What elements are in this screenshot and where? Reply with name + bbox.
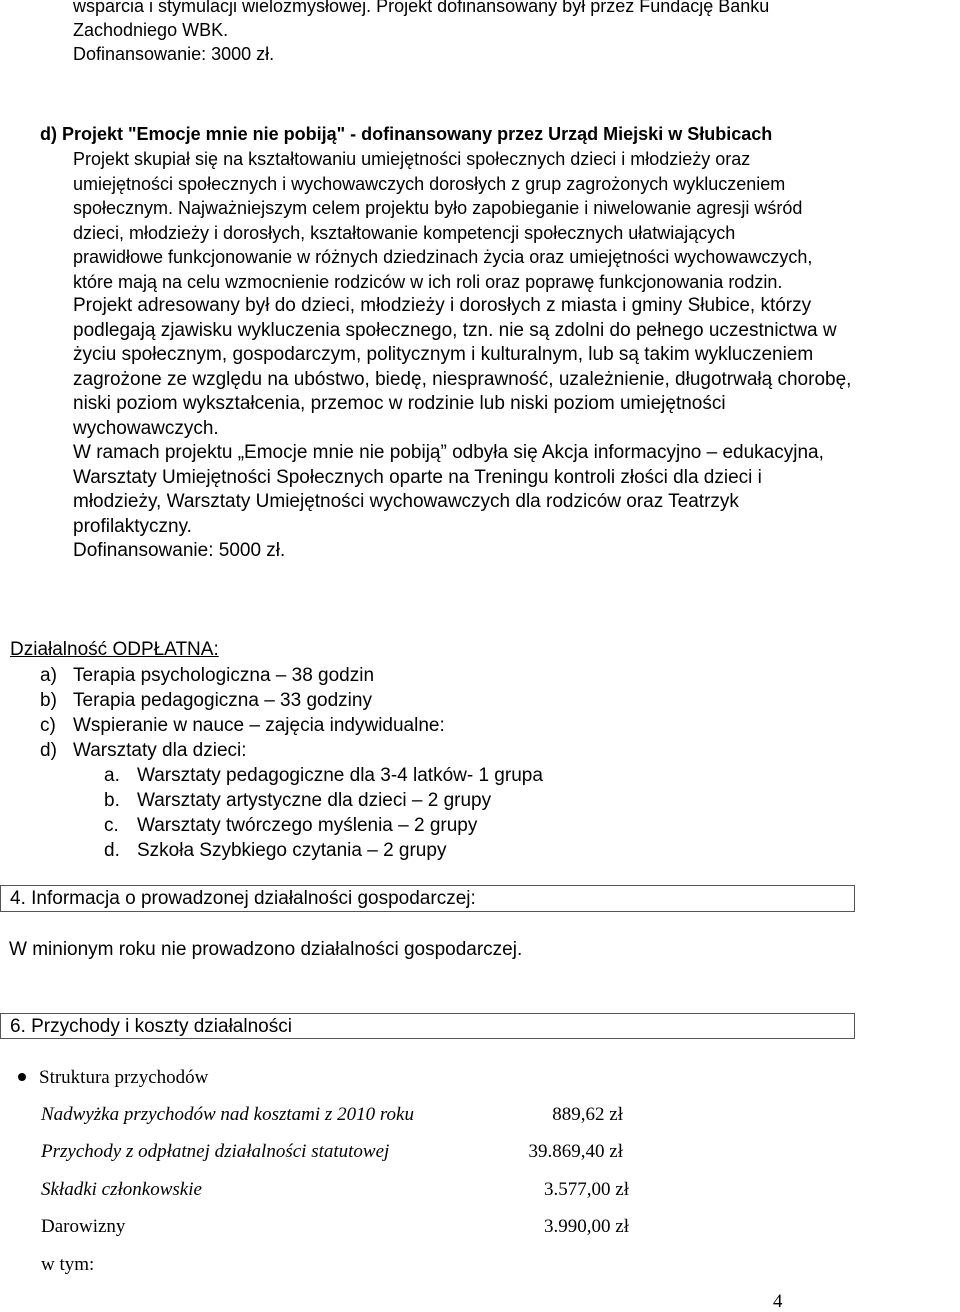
revenue-label: Darowizny bbox=[41, 1216, 126, 1237]
title-part: ODPŁATNA: bbox=[112, 639, 219, 660]
list-item bbox=[40, 713, 445, 738]
w-tym-label: w tym: bbox=[41, 1254, 95, 1275]
list-label: c. bbox=[104, 815, 119, 836]
list-text: Wspieranie w nauce – zajęcia indywidualne: bbox=[73, 715, 445, 736]
section-6-header-box bbox=[0, 1013, 855, 1039]
text-line: prawidłowe funkcjonowanie w różnych dziedzinach życia oraz umiejętności wychowawczych, bbox=[73, 247, 813, 267]
project-d-body bbox=[73, 147, 929, 564]
text-line: dzieci, młodzieży i dorosłych, kształtowanie kompetencji społecznych ułatwiających bbox=[73, 222, 736, 243]
list-text: Warsztaty twórczego myślenia – 2 grupy bbox=[137, 815, 478, 836]
section-4-title: 4. Informacja o prowadzonej działalności gospodarczej: bbox=[10, 888, 476, 909]
list-text: Terapia pedagogiczna – 33 godziny bbox=[73, 690, 372, 711]
list-item bbox=[104, 813, 543, 838]
text-line: Warsztaty Umiejętności Społecznych oparte na Treningu kontroli złości dla dzieci i bbox=[73, 466, 762, 488]
paid-activity-title bbox=[10, 638, 219, 662]
text-line: wsparcia i stymulacji wielozmysłowej. Projekt dofinansowany był przez Fundację Banku bbox=[73, 0, 770, 16]
list-label: d. bbox=[104, 840, 120, 861]
list-item bbox=[40, 688, 445, 713]
text-line: zagrożone ze względu na ubóstwo, biedę, niesprawność, uzależnienie, długotrwałą chorobę, bbox=[73, 368, 852, 390]
paid-activity-list bbox=[40, 663, 445, 763]
list-label: c) bbox=[40, 715, 56, 736]
text-line: wychowawczych. bbox=[73, 417, 219, 439]
project-d-heading: d) Projekt "Emocje mnie nie pobiją" - dofinansowany przez Urząd Miejski w Słubicach bbox=[40, 124, 773, 144]
list-label: a. bbox=[104, 765, 120, 786]
text-line: Projekt adresowany był do dzieci, młodzieży i dorosłych z miasta i gminy Słubice, którzy bbox=[73, 295, 812, 316]
list-item bbox=[104, 838, 543, 863]
section-6-title: 6. Przychody i koszty działalności bbox=[10, 1016, 292, 1037]
list-label: b) bbox=[40, 690, 57, 711]
list-item bbox=[104, 788, 543, 813]
text-line: które mają na celu wzmocnienie rodziców w ich roli oraz poprawę funkcjonowania rodzin. bbox=[73, 271, 783, 292]
revenue-value: 3.990,00 zł bbox=[544, 1216, 629, 1237]
section-4-header-box bbox=[0, 885, 855, 912]
page-number: 4 bbox=[773, 1291, 783, 1312]
list-text: Warsztaty artystyczne dla dzieci – 2 grupy bbox=[137, 790, 492, 811]
revenue-structure-bullet bbox=[18, 1066, 208, 1090]
list-text: Terapia psychologiczna – 38 godzin bbox=[73, 665, 375, 686]
revenue-label: Nadwyżka przychodów nad kosztami z 2010 roku bbox=[41, 1104, 414, 1125]
revenue-value: 889,62 zł bbox=[552, 1104, 623, 1125]
list-item bbox=[40, 738, 445, 763]
intro-paragraph bbox=[73, 0, 929, 66]
title-part: Działalność bbox=[10, 639, 113, 660]
list-text: Warsztaty pedagogiczne dla 3-4 latków- 1 grupa bbox=[137, 765, 543, 786]
list-text: Warsztaty dla dzieci: bbox=[73, 740, 247, 761]
section-4-text: W minionym roku nie prowadzono działalności gospodarczej. bbox=[9, 939, 523, 960]
list-label: b. bbox=[104, 790, 120, 811]
text-line: społecznym. Najważniejszym celem projektu było zapobieganie i niwelowanie agresji wśród bbox=[73, 198, 803, 218]
revenue-value: 3.577,00 zł bbox=[544, 1179, 629, 1200]
text-line: profilaktyczny. bbox=[73, 515, 192, 537]
revenue-label: Przychody z odpłatnej działalności statutowej bbox=[41, 1141, 390, 1162]
text-line: niski poziom wykształcenia, przemoc w rodzinie lub niski poziom umiejętności bbox=[73, 393, 726, 414]
revenue-value: 39.869,40 zł bbox=[528, 1141, 623, 1162]
list-item bbox=[40, 663, 445, 688]
workshops-sublist bbox=[104, 763, 543, 863]
list-text: Szkoła Szybkiego czytania – 2 grupy bbox=[137, 840, 447, 861]
text-line: młodzieży, Warsztaty Umiejętności wychowawczych dla rodziców oraz Teatrzyk bbox=[73, 491, 739, 512]
text-line: Dofinansowanie: 5000 zł. bbox=[73, 540, 286, 561]
bullet-icon bbox=[18, 1073, 26, 1081]
text-line: umiejętności społecznych i wychowawczych dorosłych z grup zagrożonych wykluczeniem bbox=[73, 173, 786, 194]
text-line: Zachodniego WBK. bbox=[73, 20, 229, 40]
list-label: a) bbox=[40, 665, 57, 686]
text-line: W ramach projektu „Emocje mnie nie pobiją” odbyła się Akcja informacyjno – edukacyjna, bbox=[73, 442, 824, 463]
list-item bbox=[104, 763, 543, 788]
text-line: podlegają zjawisku wykluczenia społecznego, tzn. nie są zdolni do pełnego uczestnictwa w bbox=[73, 319, 837, 341]
text-line: życiu społecznym, gospodarczym, politycznym i kulturalnym, lub są takim wykluczeniem bbox=[73, 344, 814, 365]
text-line: Projekt skupiał się na kształtowaniu umiejętności społecznych dzieci i młodzieży oraz bbox=[73, 149, 751, 169]
text-line: Dofinansowanie: 3000 zł. bbox=[73, 44, 275, 64]
bullet-text: Struktura przychodów bbox=[39, 1067, 209, 1088]
revenue-label: Składki członkowskie bbox=[41, 1179, 202, 1200]
list-label: d) bbox=[40, 740, 57, 761]
